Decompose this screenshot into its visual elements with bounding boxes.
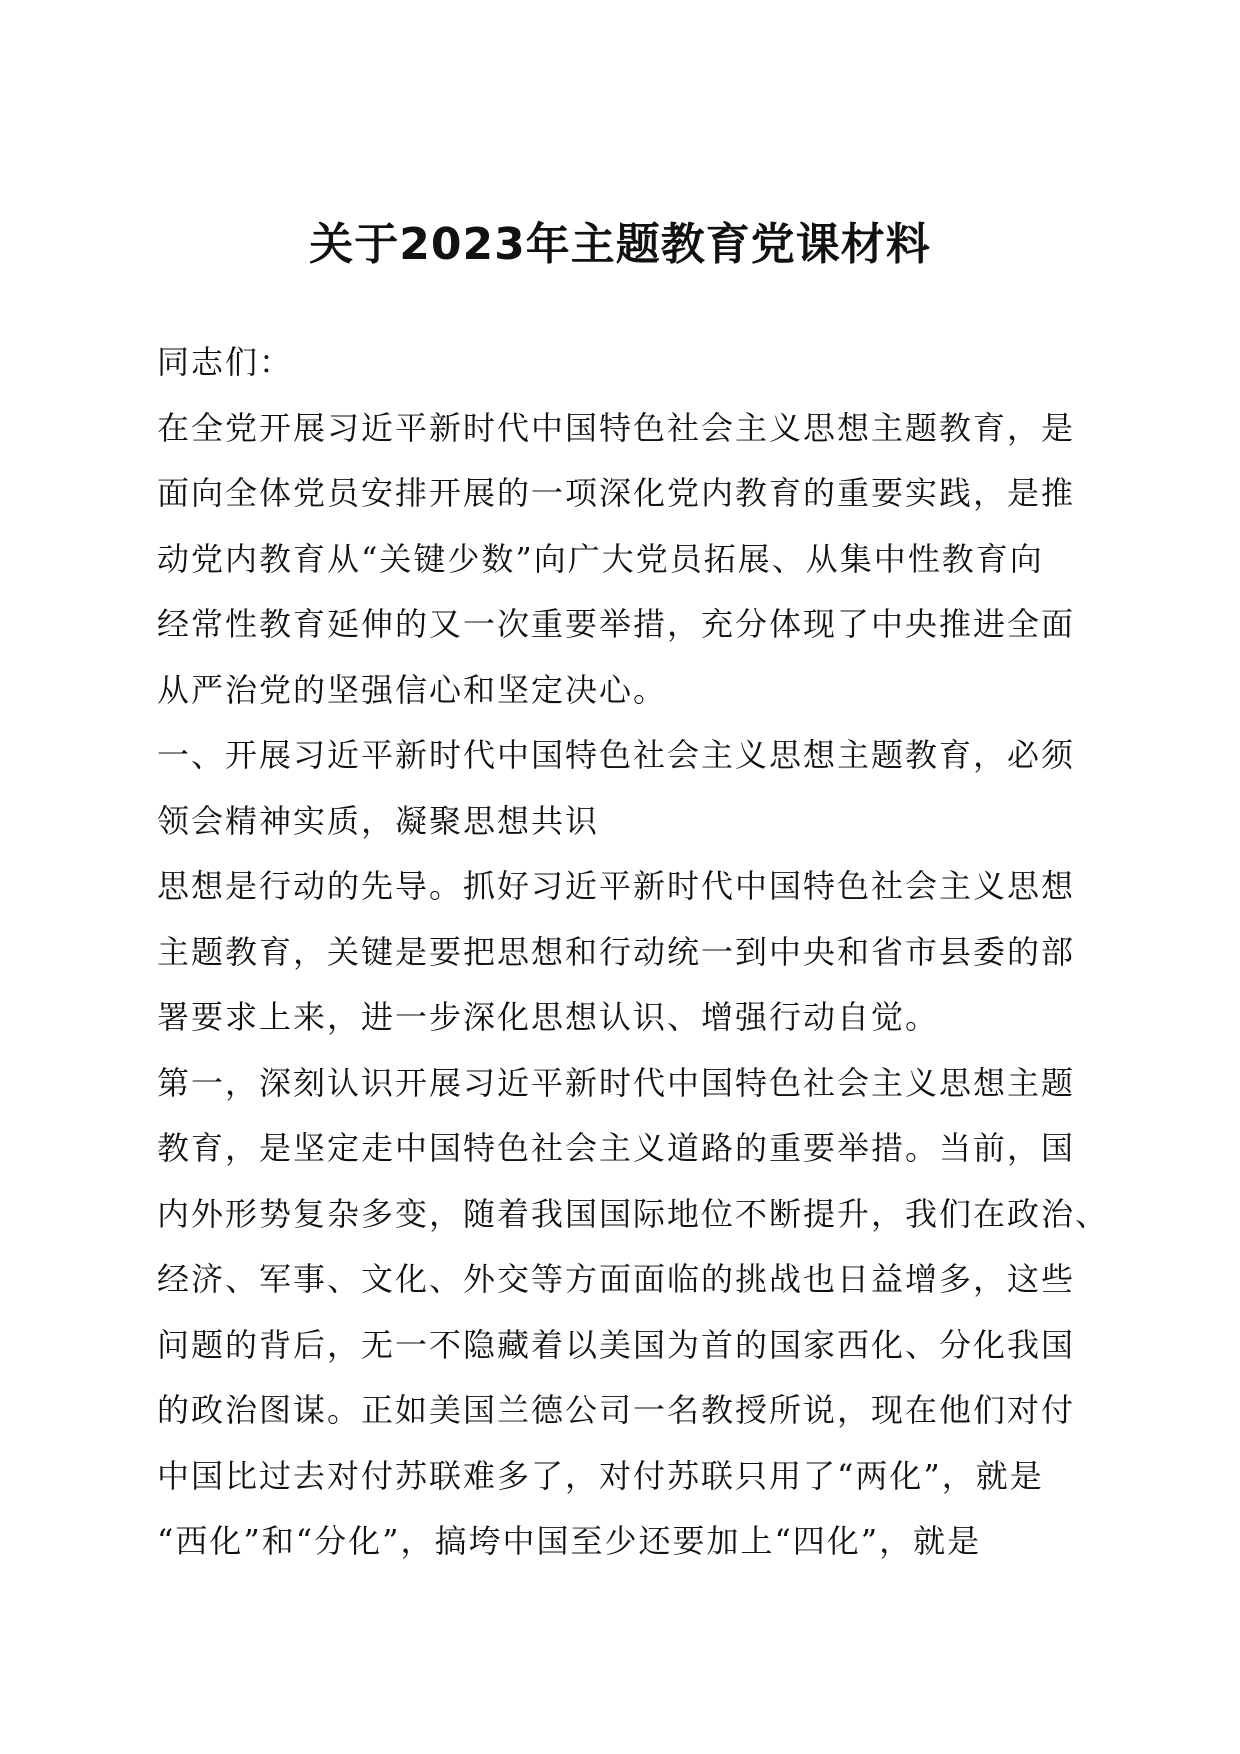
body-line: 经济、军事、文化、外交等方面面临的挑战也日益增多，这些 [157, 1260, 1076, 1298]
body-line: 在全党开展习近平新时代中国特色社会主义思想主题教育，是 [157, 408, 1076, 447]
body-line: 问题的背后，无一不隐藏着以美国为首的国家西化、分化我国 [157, 1325, 1076, 1364]
body-line: 思想是行动的先导。抓好习近平新时代中国特色社会主义思想 [157, 867, 1076, 905]
body-line: 的政治图谋。正如美国兰德公司一名教授所说，现在他们对付 [157, 1391, 1076, 1429]
body-line: “西化”和“分化”，搞垮中国至少还要加上“四化”，就是 [157, 1522, 982, 1560]
document-body [157, 330, 1110, 1575]
salutation: 同志们： [157, 343, 294, 381]
body-line: 主题教育，关键是要把思想和行动统一到中央和省市县委的部 [157, 932, 1076, 971]
section-heading: 一、开展习近平新时代中国特色社会主义思想主题教育，必须 [157, 736, 1076, 774]
body-line: 第一，深刻认识开展习近平新时代中国特色社会主义思想主题 [157, 1063, 1076, 1102]
body-line: 从严治党的坚强信心和坚定决心。 [157, 670, 668, 709]
body-line: 经常性教育延伸的又一次重要举措，充分体现了中央推进全面 [157, 605, 1076, 643]
body-line: 内外形势复杂多变，随着我国国际地位不断提升，我们在政治、 [157, 1194, 1110, 1233]
body-line: 教育，是坚定走中国特色社会主义道路的重要举措。当前，国 [157, 1129, 1076, 1167]
body-line: 署要求上来，进一步深化思想认识、增强行动自觉。 [157, 998, 940, 1036]
section-heading: 领会精神实质，凝聚思想共识 [157, 801, 600, 840]
body-line: 动党内教育从“关键少数”向广大党员拓展、从集中性教育向 [157, 539, 1044, 578]
document-title: 关于2023年主题教育党课材料 [309, 219, 931, 270]
body-line: 中国比过去对付苏联难多了，对付苏联只用了“两化”，就是 [157, 1456, 1044, 1495]
body-line: 面向全体党员安排开展的一项深化党内教育的重要实践，是推 [157, 474, 1076, 512]
